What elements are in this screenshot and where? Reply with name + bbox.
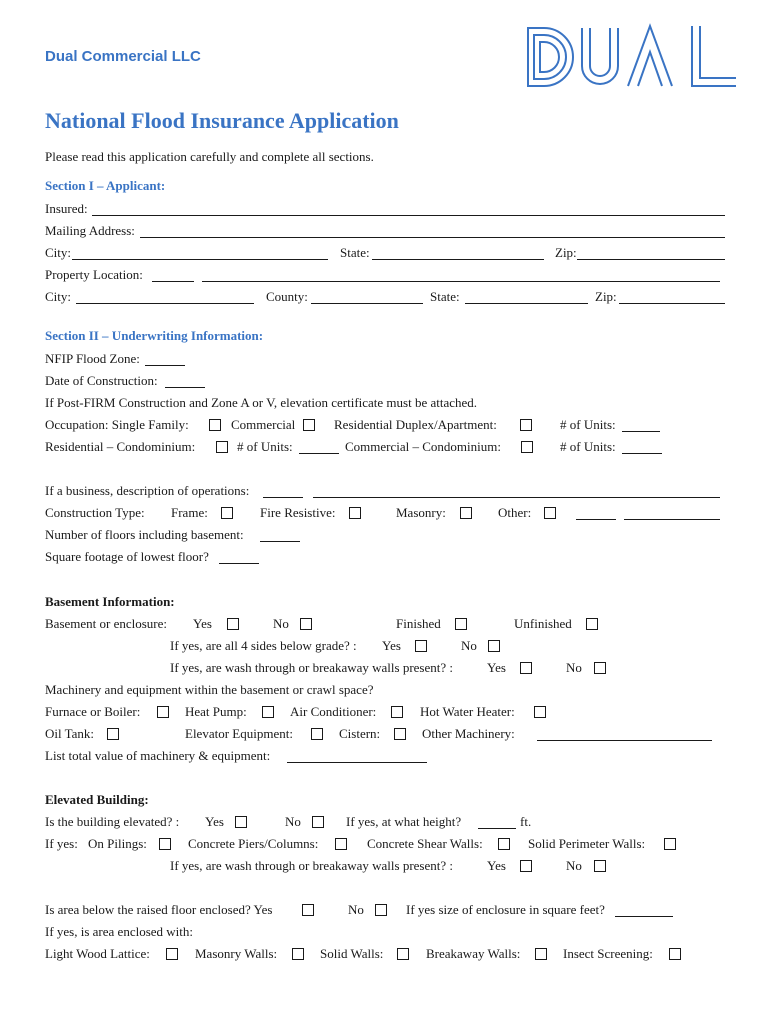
- commercial-label: Commercial: [231, 417, 296, 432]
- masonry-walls-label: Masonry Walls:: [195, 946, 278, 961]
- cistern-label: Cistern:: [339, 726, 381, 741]
- city-field[interactable]: [72, 259, 328, 260]
- basement-heading: Basement Information:: [45, 594, 175, 609]
- if-yes-label: If yes:: [45, 836, 78, 851]
- basement-breakaway-no-checkbox[interactable]: [594, 662, 606, 674]
- intro-text: Please read this application carefully and complete all sections.: [45, 149, 374, 164]
- units1-label: # of Units:: [560, 417, 616, 432]
- perimeter-walls-checkbox[interactable]: [664, 838, 676, 850]
- other-label: Other:: [498, 505, 532, 520]
- furnace-checkbox[interactable]: [157, 706, 169, 718]
- furnace-label: Furnace or Boiler:: [45, 704, 141, 719]
- insured-label: Insured:: [45, 201, 88, 216]
- business-description-field[interactable]: [313, 497, 720, 498]
- basement-breakaway-no-label: No: [566, 660, 582, 675]
- sq-footage-label: Square footage of lowest floor?: [45, 549, 209, 564]
- basement-breakaway-yes-checkbox[interactable]: [520, 662, 532, 674]
- nfip-flood-zone-label: NFIP Flood Zone:: [45, 351, 140, 366]
- shear-walls-label: Concrete Shear Walls:: [367, 836, 483, 851]
- elevated-yes-checkbox[interactable]: [235, 816, 247, 828]
- basement-breakaway-yes-label: Yes: [487, 660, 506, 675]
- below-grade-question: If yes, are all 4 sides below grade? :: [170, 638, 357, 653]
- masonry-label: Masonry:: [396, 505, 446, 520]
- property-location-label: Property Location:: [45, 267, 143, 282]
- nfip-flood-zone-field[interactable]: [145, 365, 185, 366]
- city2-label: City:: [45, 289, 72, 304]
- residential-duplex-label: Residential Duplex/Apartment:: [334, 417, 497, 432]
- basement-yes-label: Yes: [193, 616, 212, 631]
- cistern-checkbox[interactable]: [394, 728, 406, 740]
- occupation-label: Occupation: Single Family:: [45, 417, 189, 432]
- units2-field[interactable]: [299, 453, 339, 454]
- units2-label: # of Units:: [237, 439, 293, 454]
- zip-field[interactable]: [577, 259, 725, 260]
- basement-yes-checkbox[interactable]: [227, 618, 239, 630]
- insect-screening-label: Insect Screening:: [563, 946, 653, 961]
- masonry-checkbox[interactable]: [460, 507, 472, 519]
- floors-label: Number of floors including basement:: [45, 527, 244, 542]
- business-description-field-short[interactable]: [263, 497, 303, 498]
- frame-checkbox[interactable]: [221, 507, 233, 519]
- insect-screening-checkbox[interactable]: [669, 948, 681, 960]
- business-description-label: If a business, description of operations:: [45, 483, 250, 498]
- elevated-no-checkbox[interactable]: [312, 816, 324, 828]
- enclosed-with-label: If yes, is area enclosed with:: [45, 924, 194, 939]
- breakaway-walls-label: Breakaway Walls:: [426, 946, 521, 961]
- fire-resistive-checkbox[interactable]: [349, 507, 361, 519]
- elevated-heading: Elevated Building:: [45, 792, 149, 807]
- enclosed-question: Is area below the raised floor enclosed? Yes: [45, 902, 273, 917]
- city-label: City:: [45, 245, 72, 260]
- air-conditioner-checkbox[interactable]: [391, 706, 403, 718]
- elevated-breakaway-yes-checkbox[interactable]: [520, 860, 532, 872]
- elevator-label: Elevator Equipment:: [185, 726, 293, 741]
- commercial-condo-label: Commercial – Condominium:: [345, 439, 501, 454]
- unfinished-label: Unfinished: [514, 616, 572, 631]
- sq-footage-field[interactable]: [219, 563, 259, 564]
- finished-label: Finished: [396, 616, 441, 631]
- state2-label: State:: [430, 289, 460, 304]
- insured-field[interactable]: [92, 215, 725, 216]
- air-conditioner-label: Air Conditioner:: [290, 704, 377, 719]
- residential-condo-checkbox[interactable]: [216, 441, 228, 453]
- unfinished-checkbox[interactable]: [586, 618, 598, 630]
- company-name: Dual Commercial LLC: [45, 48, 201, 65]
- total-value-label: List total value of machinery & equipment:: [45, 748, 271, 763]
- frame-label: Frame:: [171, 505, 208, 520]
- elevated-breakaway-yes-label: Yes: [487, 858, 506, 873]
- mailing-address-label: Mailing Address:: [45, 223, 135, 238]
- property-location-field[interactable]: [202, 281, 720, 282]
- lattice-checkbox[interactable]: [166, 948, 178, 960]
- hot-water-label: Hot Water Heater:: [420, 704, 515, 719]
- below-grade-no-label: No: [461, 638, 477, 653]
- county-label: County:: [266, 289, 308, 304]
- machinery-question: Machinery and equipment within the basement or crawl space?: [45, 682, 374, 697]
- page-title: National Flood Insurance Application: [45, 108, 399, 133]
- enclosure-size-label: If yes size of enclosure in square feet?: [406, 902, 605, 917]
- enclosed-no-label: No: [348, 902, 364, 917]
- basement-breakaway-question: If yes, are wash through or breakaway walls present? :: [170, 660, 454, 675]
- lattice-label: Light Wood Lattice:: [45, 946, 150, 961]
- enclosed-yes-checkbox[interactable]: [302, 904, 314, 916]
- below-grade-yes-checkbox[interactable]: [415, 640, 427, 652]
- ft-label: ft.: [520, 814, 532, 829]
- masonry-walls-checkbox[interactable]: [292, 948, 304, 960]
- breakaway-walls-checkbox[interactable]: [535, 948, 547, 960]
- date-of-construction-field[interactable]: [165, 387, 205, 388]
- section1-heading: Section I – Applicant:: [45, 178, 166, 193]
- other-checkbox[interactable]: [544, 507, 556, 519]
- height-field[interactable]: [478, 828, 516, 829]
- perimeter-walls-label: Solid Perimeter Walls:: [528, 836, 646, 851]
- fire-resistive-label: Fire Resistive:: [260, 505, 336, 520]
- other-field[interactable]: [624, 519, 720, 520]
- dual-logo: [524, 22, 740, 90]
- enclosure-size-field[interactable]: [615, 916, 673, 917]
- pilings-checkbox[interactable]: [159, 838, 171, 850]
- piers-checkbox[interactable]: [335, 838, 347, 850]
- state-field[interactable]: [372, 259, 544, 260]
- below-grade-no-checkbox[interactable]: [488, 640, 500, 652]
- city2-field[interactable]: [76, 303, 254, 304]
- elevated-breakaway-no-label: No: [566, 858, 582, 873]
- elevator-checkbox[interactable]: [311, 728, 323, 740]
- floors-field[interactable]: [260, 541, 300, 542]
- county-field[interactable]: [311, 303, 423, 304]
- height-question: If yes, at what height?: [346, 814, 462, 829]
- finished-checkbox[interactable]: [455, 618, 467, 630]
- units1-field[interactable]: [622, 431, 660, 432]
- solid-walls-label: Solid Walls:: [320, 946, 384, 961]
- zip-label: Zip:: [555, 245, 577, 260]
- total-value-field[interactable]: [287, 762, 427, 763]
- hot-water-checkbox[interactable]: [534, 706, 546, 718]
- zip2-field[interactable]: [619, 303, 725, 304]
- piers-label: Concrete Piers/Columns:: [188, 836, 319, 851]
- basement-no-checkbox[interactable]: [300, 618, 312, 630]
- oil-tank-label: Oil Tank:: [45, 726, 95, 741]
- pilings-label: On Pilings:: [88, 836, 147, 851]
- elevated-yes-label: Yes: [205, 814, 224, 829]
- single-family-checkbox[interactable]: [209, 419, 221, 431]
- mailing-address-field[interactable]: [140, 237, 725, 238]
- elevated-question: Is the building elevated? :: [45, 814, 180, 829]
- heat-pump-label: Heat Pump:: [185, 704, 247, 719]
- oil-tank-checkbox[interactable]: [107, 728, 119, 740]
- section2-heading: Section II – Underwriting Information:: [45, 328, 264, 343]
- construction-type-label: Construction Type:: [45, 505, 145, 520]
- enclosed-no-checkbox[interactable]: [375, 904, 387, 916]
- other-machinery-field[interactable]: [537, 740, 712, 741]
- residential-duplex-checkbox[interactable]: [520, 419, 532, 431]
- residential-condo-label: Residential – Condominium:: [45, 439, 196, 454]
- units3-field[interactable]: [622, 453, 662, 454]
- state2-field[interactable]: [465, 303, 588, 304]
- heat-pump-checkbox[interactable]: [262, 706, 274, 718]
- elevated-breakaway-question: If yes, are wash through or breakaway walls present? :: [170, 858, 454, 873]
- solid-walls-checkbox[interactable]: [397, 948, 409, 960]
- other-machinery-label: Other Machinery:: [422, 726, 515, 741]
- elevated-no-label: No: [285, 814, 301, 829]
- date-of-construction-label: Date of Construction:: [45, 373, 158, 388]
- basement-enclosure-label: Basement or enclosure:: [45, 616, 168, 631]
- post-firm-note: If Post-FIRM Construction and Zone A or V, elevation certificate must be attached.: [45, 395, 478, 410]
- other-field-short[interactable]: [576, 519, 616, 520]
- commercial-checkbox[interactable]: [303, 419, 315, 431]
- elevated-breakaway-no-checkbox[interactable]: [594, 860, 606, 872]
- zip2-label: Zip:: [595, 289, 617, 304]
- below-grade-yes-label: Yes: [382, 638, 401, 653]
- basement-no-label: No: [273, 616, 289, 631]
- shear-walls-checkbox[interactable]: [498, 838, 510, 850]
- units3-label: # of Units:: [560, 439, 616, 454]
- state-label: State:: [340, 245, 370, 260]
- property-location-field-short[interactable]: [152, 281, 194, 282]
- commercial-condo-checkbox[interactable]: [521, 441, 533, 453]
